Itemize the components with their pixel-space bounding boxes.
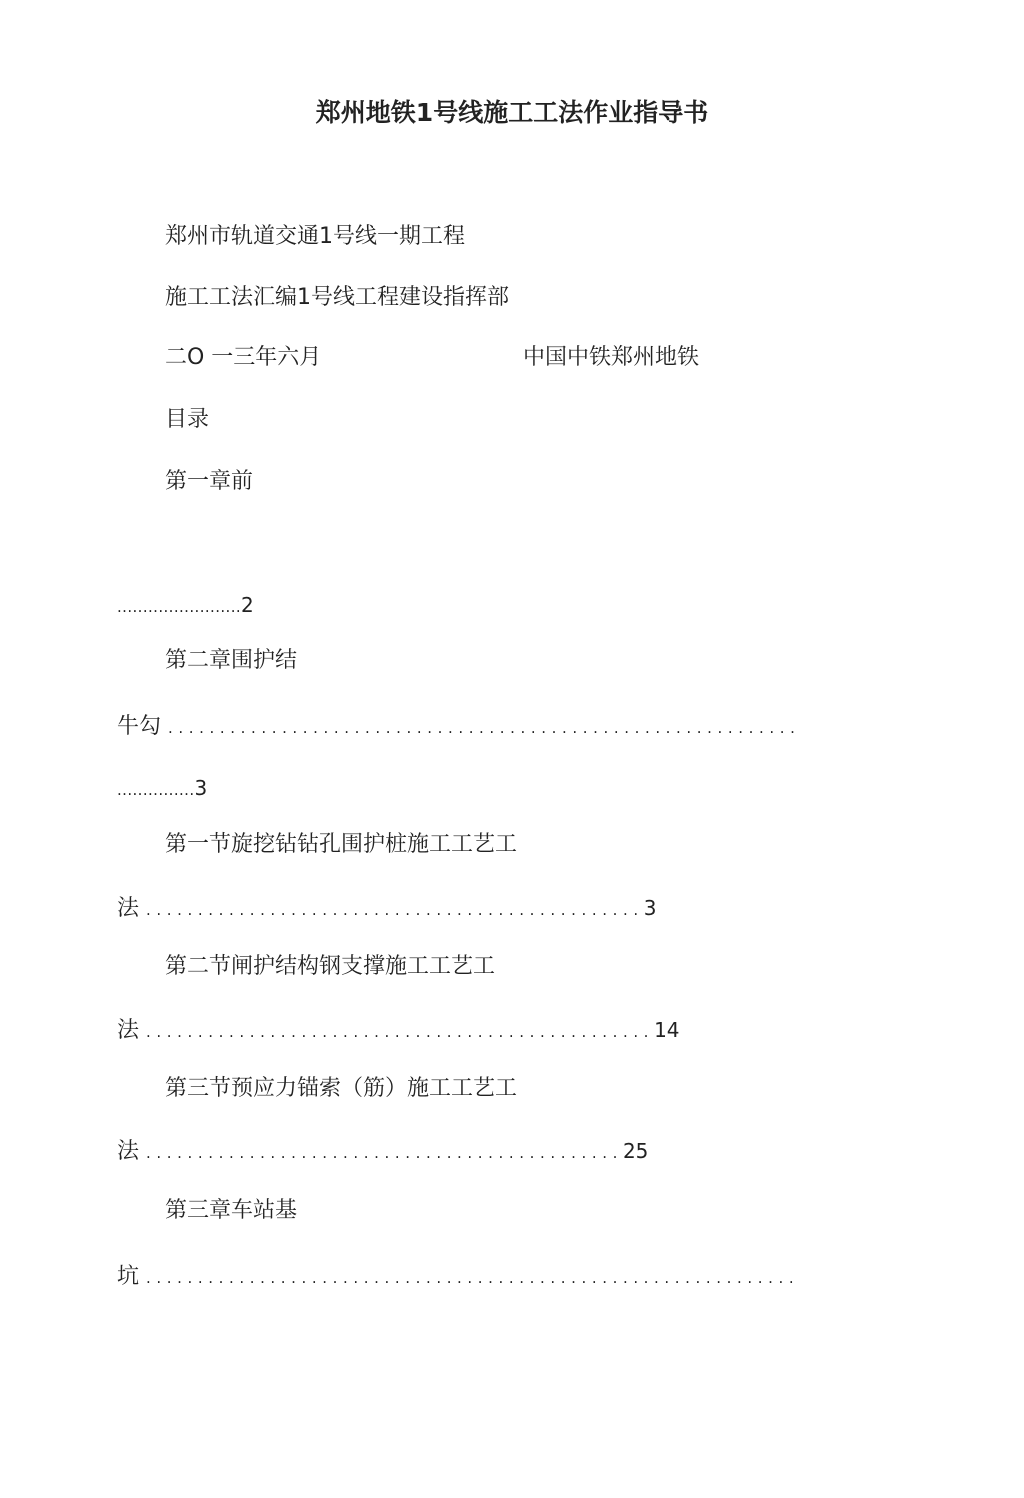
toc-entry-leader-line [117,1136,648,1168]
toc-page-number: 3 [643,896,657,920]
toc-page-number: 14 [654,1018,680,1042]
toc-entry-continuation: 法 [117,1139,140,1164]
project-name: 郑州市轨道交通1号线一期工程 [165,224,465,249]
toc-entry-heading: 第一章前 [165,469,254,494]
toc-entry-leader-line [117,893,656,925]
toc-dot-leader: ............................................................... [146,1269,800,1287]
toc-dot-leader: .............................................. [146,1144,623,1162]
toc-entry-heading: 第三章车站基 [165,1198,298,1223]
toc-page-number: 3 [194,776,208,800]
toc-entry-leader-line [117,590,254,622]
organization-name: 中国中铁郑州地铁 [523,345,700,370]
toc-dot-leader: ................................................ [146,901,644,919]
date-line: 二O 一三年六月 [165,345,322,370]
compilation-line: 施工工法汇编1号线工程建设指挥部 [165,285,509,310]
toc-entry-leader-line [117,1262,799,1293]
toc-entry-heading: 第一节旋挖钻钻孔围护桩施工工艺工 [165,832,518,857]
toc-page-number: 2 [241,593,254,617]
toc-dot-leader: ........................ [117,598,242,616]
toc-entry-leader-line [117,773,207,805]
toc-dot-leader: ............................................................. [168,719,801,737]
toc-entry-continuation: 坑 [117,1264,140,1289]
toc-entry-heading: 第二章围护结 [165,648,298,673]
toc-entry-continuation: 法 [117,896,140,921]
toc-entry-continuation: 法 [117,1018,140,1043]
toc-entry-continuation: 牛勾 [117,714,162,739]
toc-entry-leader-line [117,712,800,743]
toc-page-number: 25 [622,1139,649,1163]
toc-dot-leader: ............... [117,781,195,799]
document-title: 郑州地铁1号线施工工法作业指导书 [315,98,709,127]
toc-entry-heading: 第三节预应力锚索（筋）施工工艺工 [165,1076,518,1101]
toc-entry-heading: 第二节闸护结构钢支撑施工工艺工 [165,954,496,979]
toc-entry-leader-line [117,1015,680,1047]
toc-heading: 目录 [165,407,210,432]
toc-dot-leader: ................................................. [146,1023,655,1041]
